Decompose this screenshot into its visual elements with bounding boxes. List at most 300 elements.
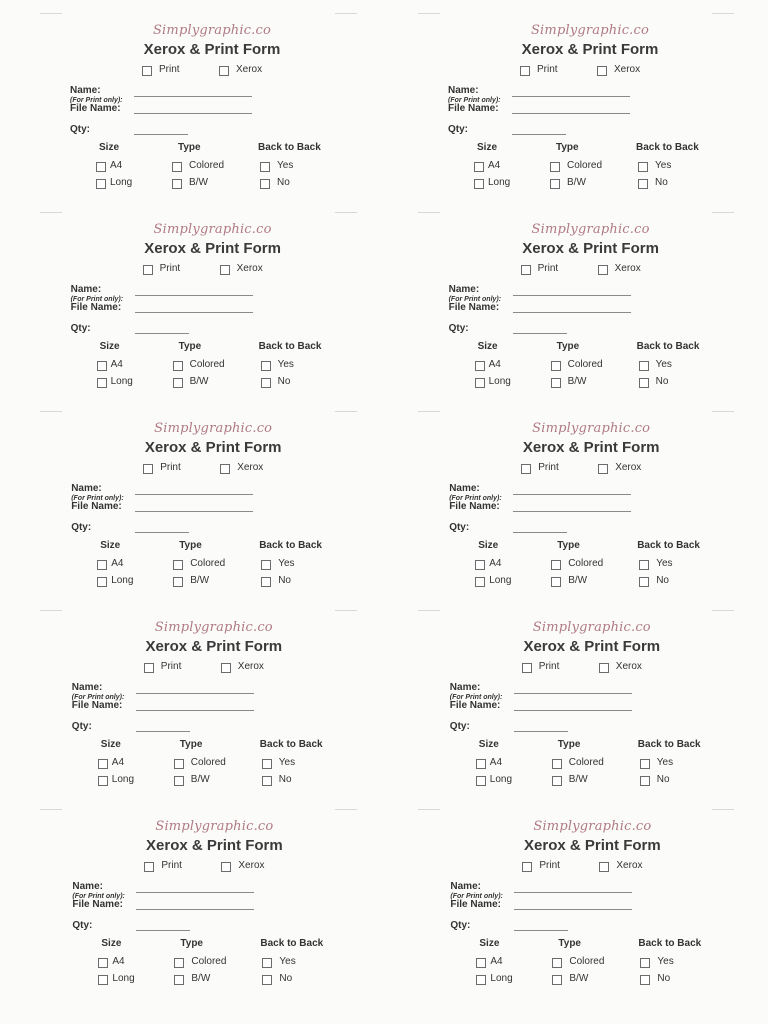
a4-label: A4 — [110, 359, 123, 370]
qty-label: Qty: — [72, 920, 93, 931]
back-to-back-column-header: Back to Back — [638, 938, 702, 949]
colored-label: Colored — [189, 160, 225, 171]
file-name-label: File Name: — [448, 302, 500, 313]
colored-checkbox[interactable] — [551, 560, 561, 570]
name-label: Name: — [71, 682, 103, 693]
xerox-checkbox[interactable] — [598, 265, 608, 275]
brand-logo: Simplygraphic.co — [154, 620, 273, 635]
brand-logo: Simplygraphic.co — [154, 421, 273, 436]
back-to-back-column-header: Back to Back — [259, 739, 323, 750]
long-label: Long — [490, 973, 513, 984]
print-only-note: (For Print only): — [71, 495, 124, 502]
xerox-print-form — [64, 812, 364, 1011]
file-name-field[interactable] — [135, 511, 253, 512]
no-checkbox[interactable] — [261, 378, 271, 388]
long-label: Long — [111, 774, 135, 785]
form-title: Xerox & Print Form — [144, 240, 281, 257]
xerox-print-form — [62, 16, 362, 215]
long-label: Long — [110, 376, 133, 387]
bw-label: B/W — [569, 973, 589, 984]
long-checkbox[interactable] — [476, 776, 486, 786]
yes-checkbox[interactable] — [639, 560, 649, 570]
xerox-option-label: Xerox — [615, 661, 642, 672]
name-field[interactable] — [513, 494, 631, 495]
print-checkbox[interactable] — [143, 464, 153, 474]
cut-mark — [335, 212, 357, 213]
bw-label: B/W — [190, 774, 210, 785]
a4-checkbox[interactable] — [96, 162, 106, 172]
bw-checkbox[interactable] — [174, 975, 184, 985]
form-title: Xerox & Print Form — [145, 638, 283, 655]
file-name-label: File Name: — [71, 700, 123, 711]
qty-field[interactable] — [513, 333, 567, 334]
size-column-header: Size — [101, 938, 122, 949]
qty-label: Qty: — [448, 124, 468, 135]
type-column-header: Type — [558, 938, 581, 949]
cut-mark — [712, 809, 734, 810]
print-checkbox[interactable] — [142, 66, 152, 76]
no-label: No — [278, 575, 291, 586]
name-field[interactable] — [512, 96, 630, 97]
bw-label: B/W — [191, 973, 211, 984]
no-label: No — [655, 376, 669, 387]
qty-field[interactable] — [135, 532, 189, 533]
brand-logo: Simplygraphic.co — [152, 23, 272, 38]
bw-checkbox[interactable] — [552, 776, 562, 786]
name-field[interactable] — [135, 494, 253, 495]
no-checkbox[interactable] — [640, 776, 650, 786]
long-label: Long — [488, 177, 511, 188]
long-checkbox[interactable] — [475, 378, 485, 388]
colored-checkbox[interactable] — [550, 162, 560, 172]
cut-mark — [712, 212, 734, 213]
no-label: No — [278, 774, 292, 785]
size-column-header: Size — [479, 938, 500, 949]
colored-checkbox[interactable] — [552, 759, 562, 769]
xerox-option-label: Xerox — [236, 263, 263, 274]
yes-checkbox[interactable] — [639, 361, 649, 371]
yes-checkbox[interactable] — [261, 361, 271, 371]
a4-checkbox[interactable] — [476, 958, 486, 968]
print-only-note: (For Print only): — [70, 97, 123, 104]
size-column-header: Size — [478, 540, 499, 551]
back-to-back-column-header: Back to Back — [637, 739, 701, 750]
xerox-print-form — [441, 215, 741, 414]
form-title: Xerox & Print Form — [524, 837, 661, 854]
xerox-checkbox[interactable] — [597, 66, 607, 76]
name-field[interactable] — [134, 96, 252, 97]
qty-label: Qty: — [71, 522, 92, 533]
file-name-label: File Name: — [448, 103, 499, 114]
cut-mark — [335, 411, 357, 412]
name-label: Name: — [449, 682, 481, 693]
print-only-note: (For Print only): — [448, 97, 501, 104]
print-only-note: (For Print only): — [449, 694, 503, 701]
qty-label: Qty: — [448, 323, 469, 334]
a4-checkbox[interactable] — [97, 560, 107, 570]
colored-label: Colored — [189, 359, 225, 370]
no-checkbox[interactable] — [640, 975, 650, 985]
no-label: No — [277, 177, 290, 188]
xerox-checkbox[interactable] — [598, 464, 608, 474]
a4-checkbox[interactable] — [97, 361, 107, 371]
file-name-label: File Name: — [72, 899, 123, 910]
print-option-label: Print — [159, 64, 180, 75]
bw-checkbox[interactable] — [173, 577, 183, 587]
form-title: Xerox & Print Form — [522, 240, 659, 257]
long-label: Long — [111, 575, 134, 586]
brand-logo: Simplygraphic.co — [155, 819, 274, 834]
print-option-label: Print — [537, 64, 558, 75]
qty-field[interactable] — [514, 930, 568, 931]
colored-label: Colored — [190, 757, 226, 768]
file-name-label: File Name: — [70, 103, 121, 114]
yes-checkbox[interactable] — [640, 759, 650, 769]
name-field[interactable] — [514, 693, 632, 694]
file-name-label: File Name: — [449, 700, 501, 711]
no-checkbox[interactable] — [261, 577, 271, 587]
print-checkbox[interactable] — [144, 862, 154, 872]
a4-label: A4 — [489, 558, 502, 569]
brand-logo: Simplygraphic.co — [531, 222, 650, 237]
cut-mark — [418, 610, 440, 611]
file-name-label: File Name: — [449, 501, 500, 512]
yes-label: Yes — [657, 956, 674, 967]
colored-label: Colored — [567, 359, 603, 370]
colored-checkbox[interactable] — [173, 560, 183, 570]
qty-label: Qty: — [71, 721, 92, 732]
back-to-back-column-header: Back to Back — [636, 341, 700, 352]
yes-checkbox[interactable] — [640, 958, 650, 968]
file-name-field[interactable] — [513, 511, 631, 512]
no-checkbox[interactable] — [260, 179, 270, 189]
file-name-label: File Name: — [71, 501, 122, 512]
cut-mark — [335, 13, 357, 14]
yes-checkbox[interactable] — [262, 759, 272, 769]
print-checkbox[interactable] — [520, 66, 530, 76]
no-label: No — [657, 973, 671, 984]
a4-checkbox[interactable] — [474, 162, 484, 172]
qty-label: Qty: — [450, 920, 471, 931]
brand-logo: Simplygraphic.co — [530, 23, 650, 38]
cut-mark — [712, 411, 734, 412]
long-label: Long — [112, 973, 135, 984]
long-checkbox[interactable] — [97, 378, 107, 388]
back-to-back-column-header: Back to Back — [260, 938, 324, 949]
cut-mark — [40, 13, 62, 14]
bw-label: B/W — [568, 774, 588, 785]
print-checkbox[interactable] — [522, 663, 532, 673]
print-only-note: (For Print only): — [71, 694, 125, 701]
name-label: Name: — [449, 483, 480, 494]
qty-field[interactable] — [134, 134, 188, 135]
no-checkbox[interactable] — [262, 975, 272, 985]
no-label: No — [656, 774, 670, 785]
a4-checkbox[interactable] — [98, 759, 108, 769]
size-column-header: Size — [477, 142, 498, 153]
long-checkbox[interactable] — [96, 179, 106, 189]
xerox-option-label: Xerox — [237, 661, 264, 672]
type-column-header: Type — [557, 540, 580, 551]
bw-label: B/W — [567, 376, 587, 387]
size-column-header: Size — [99, 341, 120, 352]
bw-label: B/W — [190, 575, 210, 586]
long-label: Long — [488, 376, 511, 387]
file-name-field[interactable] — [136, 909, 254, 910]
type-column-header: Type — [556, 142, 579, 153]
form-title: Xerox & Print Form — [143, 41, 281, 58]
yes-label: Yes — [278, 558, 295, 569]
type-column-header: Type — [180, 938, 203, 949]
yes-label: Yes — [656, 757, 674, 768]
cut-mark — [335, 809, 357, 810]
xerox-print-form — [442, 613, 742, 812]
bw-checkbox[interactable] — [174, 776, 184, 786]
xerox-checkbox[interactable] — [599, 862, 609, 872]
form-title: Xerox & Print Form — [521, 41, 659, 58]
brand-logo: Simplygraphic.co — [533, 819, 652, 834]
bw-checkbox[interactable] — [551, 378, 561, 388]
long-label: Long — [489, 774, 513, 785]
qty-field[interactable] — [136, 930, 190, 931]
print-option-label: Print — [538, 661, 560, 672]
qty-field[interactable] — [514, 731, 568, 732]
no-checkbox[interactable] — [638, 179, 648, 189]
bw-label: B/W — [567, 177, 586, 188]
qty-field[interactable] — [135, 333, 189, 334]
form-title: Xerox & Print Form — [146, 837, 283, 854]
yes-label: Yes — [655, 359, 672, 370]
xerox-option-label: Xerox — [236, 64, 263, 75]
colored-label: Colored — [568, 558, 604, 569]
a4-label: A4 — [489, 757, 503, 768]
print-only-note: (For Print only): — [449, 495, 502, 502]
xerox-option-label: Xerox — [237, 462, 264, 473]
bw-checkbox[interactable] — [172, 179, 182, 189]
qty-label: Qty: — [70, 323, 91, 334]
yes-checkbox[interactable] — [262, 958, 272, 968]
no-checkbox[interactable] — [639, 577, 649, 587]
no-checkbox[interactable] — [639, 378, 649, 388]
qty-field[interactable] — [136, 731, 190, 732]
name-label: Name: — [72, 881, 103, 892]
print-checkbox[interactable] — [521, 464, 531, 474]
yes-checkbox[interactable] — [638, 162, 648, 172]
colored-checkbox[interactable] — [172, 162, 182, 172]
xerox-checkbox[interactable] — [220, 464, 230, 474]
bw-label: B/W — [189, 376, 209, 387]
type-column-header: Type — [178, 142, 201, 153]
cut-mark — [40, 212, 62, 213]
xerox-checkbox[interactable] — [221, 862, 231, 872]
colored-label: Colored — [190, 558, 226, 569]
name-field[interactable] — [136, 892, 254, 893]
type-column-header: Type — [179, 540, 202, 551]
bw-checkbox[interactable] — [550, 179, 560, 189]
long-label: Long — [489, 575, 512, 586]
long-checkbox[interactable] — [475, 577, 485, 587]
xerox-print-form — [63, 215, 363, 414]
yes-checkbox[interactable] — [260, 162, 270, 172]
a4-checkbox[interactable] — [475, 361, 485, 371]
file-name-field[interactable] — [136, 710, 254, 711]
name-label: Name: — [448, 85, 479, 96]
file-name-label: File Name: — [70, 302, 122, 313]
brand-logo: Simplygraphic.co — [153, 222, 272, 237]
name-field[interactable] — [513, 295, 631, 296]
qty-field[interactable] — [512, 134, 566, 135]
cut-mark — [712, 610, 734, 611]
print-only-note: (For Print only): — [70, 296, 124, 303]
form-title: Xerox & Print Form — [522, 439, 660, 456]
xerox-option-label: Xerox — [616, 860, 643, 871]
colored-label: Colored — [568, 757, 604, 768]
name-label: Name: — [448, 284, 480, 295]
long-checkbox[interactable] — [98, 776, 108, 786]
a4-label: A4 — [490, 956, 503, 967]
print-option-label: Print — [160, 661, 182, 672]
colored-label: Colored — [569, 956, 605, 967]
xerox-option-label: Xerox — [614, 263, 641, 274]
cut-mark — [418, 13, 440, 14]
print-option-label: Print — [537, 263, 559, 274]
long-label: Long — [110, 177, 133, 188]
colored-label: Colored — [191, 956, 227, 967]
long-checkbox[interactable] — [98, 975, 108, 985]
bw-checkbox[interactable] — [552, 975, 562, 985]
no-label: No — [277, 376, 291, 387]
size-column-header: Size — [477, 341, 498, 352]
name-label: Name: — [71, 483, 102, 494]
bw-checkbox[interactable] — [173, 378, 183, 388]
a4-label: A4 — [112, 956, 125, 967]
no-label: No — [656, 575, 669, 586]
file-name-field[interactable] — [134, 113, 252, 114]
print-checkbox[interactable] — [522, 862, 532, 872]
a4-label: A4 — [488, 160, 501, 171]
colored-checkbox[interactable] — [174, 759, 184, 769]
a4-checkbox[interactable] — [476, 759, 486, 769]
a4-label: A4 — [111, 757, 125, 768]
colored-checkbox[interactable] — [551, 361, 561, 371]
no-checkbox[interactable] — [262, 776, 272, 786]
xerox-checkbox[interactable] — [219, 66, 229, 76]
print-option-label: Print — [159, 263, 181, 274]
brand-logo: Simplygraphic.co — [532, 620, 651, 635]
bw-checkbox[interactable] — [551, 577, 561, 587]
type-column-header: Type — [556, 341, 580, 352]
print-checkbox[interactable] — [144, 663, 154, 673]
size-column-header: Size — [478, 739, 499, 750]
file-name-label: File Name: — [450, 899, 501, 910]
print-option-label: Print — [160, 462, 181, 473]
a4-checkbox[interactable] — [475, 560, 485, 570]
size-column-header: Size — [100, 739, 121, 750]
size-column-header: Size — [99, 142, 120, 153]
cut-mark — [418, 809, 440, 810]
file-name-field[interactable] — [514, 710, 632, 711]
bw-label: B/W — [189, 177, 208, 188]
xerox-option-label: Xerox — [614, 64, 641, 75]
name-field[interactable] — [135, 295, 253, 296]
print-option-label: Print — [538, 462, 559, 473]
name-field[interactable] — [136, 693, 254, 694]
a4-label: A4 — [110, 160, 123, 171]
file-name-field[interactable] — [135, 312, 253, 313]
back-to-back-column-header: Back to Back — [259, 540, 322, 551]
type-column-header: Type — [178, 341, 202, 352]
back-to-back-column-header: Back to Back — [258, 142, 321, 153]
back-to-back-column-header: Back to Back — [637, 540, 700, 551]
file-name-field[interactable] — [514, 909, 632, 910]
xerox-checkbox[interactable] — [221, 663, 231, 673]
cut-mark — [418, 411, 440, 412]
print-only-note: (For Print only): — [72, 893, 125, 900]
file-name-field[interactable] — [513, 312, 631, 313]
yes-label: Yes — [655, 160, 672, 171]
yes-label: Yes — [279, 956, 296, 967]
name-label: Name: — [450, 881, 481, 892]
print-option-label: Print — [539, 860, 560, 871]
brand-logo: Simplygraphic.co — [532, 421, 651, 436]
colored-checkbox[interactable] — [173, 361, 183, 371]
qty-label: Qty: — [449, 721, 470, 732]
cut-mark — [40, 610, 62, 611]
colored-checkbox[interactable] — [174, 958, 184, 968]
colored-label: Colored — [567, 160, 603, 171]
yes-label: Yes — [277, 359, 294, 370]
long-checkbox[interactable] — [97, 577, 107, 587]
print-option-label: Print — [161, 860, 182, 871]
size-column-header: Size — [100, 540, 121, 551]
colored-checkbox[interactable] — [552, 958, 562, 968]
print-checkbox[interactable] — [521, 265, 531, 275]
a4-checkbox[interactable] — [98, 958, 108, 968]
xerox-print-form — [440, 16, 740, 215]
no-label: No — [655, 177, 668, 188]
cut-mark — [335, 610, 357, 611]
xerox-print-form — [63, 414, 363, 613]
type-column-header: Type — [179, 739, 203, 750]
xerox-option-label: Xerox — [615, 462, 642, 473]
xerox-print-form — [442, 812, 742, 1011]
name-label: Name: — [70, 85, 101, 96]
type-column-header: Type — [557, 739, 581, 750]
yes-label: Yes — [278, 757, 296, 768]
xerox-checkbox[interactable] — [220, 265, 230, 275]
back-to-back-column-header: Back to Back — [636, 142, 699, 153]
long-checkbox[interactable] — [476, 975, 486, 985]
print-checkbox[interactable] — [143, 265, 153, 275]
a4-label: A4 — [488, 359, 501, 370]
cut-mark — [418, 212, 440, 213]
file-name-field[interactable] — [512, 113, 630, 114]
qty-field[interactable] — [513, 532, 567, 533]
form-title: Xerox & Print Form — [523, 638, 661, 655]
qty-label: Qty: — [70, 124, 90, 135]
qty-label: Qty: — [449, 522, 470, 533]
xerox-print-form — [64, 613, 364, 812]
name-field[interactable] — [514, 892, 632, 893]
long-checkbox[interactable] — [474, 179, 484, 189]
xerox-print-form — [441, 414, 741, 613]
print-only-note: (For Print only): — [448, 296, 502, 303]
form-title: Xerox & Print Form — [144, 439, 282, 456]
cut-mark — [40, 809, 62, 810]
back-to-back-column-header: Back to Back — [258, 341, 322, 352]
xerox-checkbox[interactable] — [599, 663, 609, 673]
yes-checkbox[interactable] — [261, 560, 271, 570]
